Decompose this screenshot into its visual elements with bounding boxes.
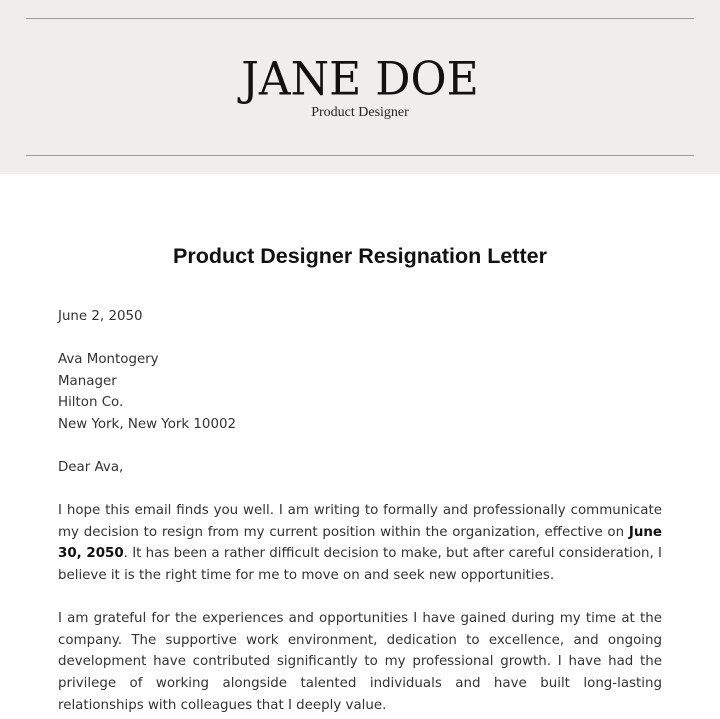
author-role: Product Designer [311, 105, 409, 120]
bottom-divider [26, 155, 694, 156]
recipient-block [58, 349, 662, 436]
effective-date: June 30, 2050 [58, 524, 662, 562]
top-divider [26, 18, 694, 19]
paragraph-1-intro: I hope this email finds you well. I am writing to formally and professionally communicate my decision to resign from my current position within the organization, effective on [58, 503, 662, 540]
paragraph-2: I am grateful for the experiences and opportunities I have gained during my time at the company. The supportive work environment, dedication to excellence, and ongoing development have contributed significantly to my professional growth. I have had the privilege of working alongside talented individuals and have built long-lasting relationships with colleagues that I deeply value. [58, 611, 662, 713]
recipient-address: New York, New York 10002 [58, 417, 236, 433]
salutation: Dear Ava, [58, 460, 124, 475]
author-name: JANE DOE [241, 52, 479, 107]
letter-title: Product Designer Resignation Letter [173, 244, 547, 268]
recipient-name: Ava Montogery [58, 352, 159, 367]
paragraph-1 [58, 500, 662, 587]
recipient-company: Hilton Co. [58, 395, 124, 411]
letterhead [0, 0, 720, 174]
letter-date: June 2, 2050 [58, 309, 143, 324]
paragraph-1-rest: . It has been a rather difficult decision to make, but after careful consideration, I believe it is the right time for me to move on and seek new opportunities. [58, 546, 662, 584]
recipient-position: Manager [58, 373, 117, 389]
